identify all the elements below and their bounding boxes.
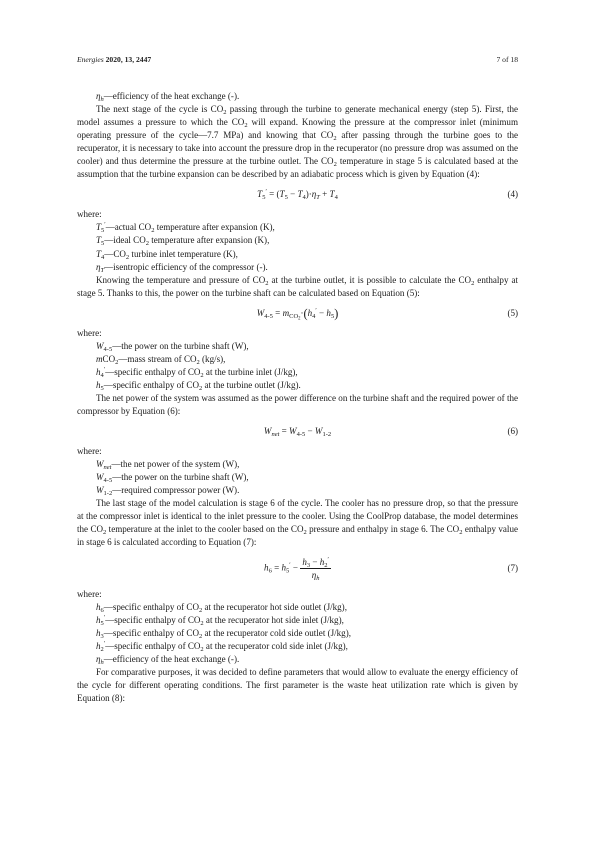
- running-header: [77, 55, 151, 64]
- where-label-4: where:: [77, 209, 102, 220]
- def-t5: $T_5—ideal$ $CO_2$ temperature after expansion (K),: [96, 235, 270, 248]
- equation-4-number: (4): [507, 189, 518, 200]
- equation-6-formula: $W_{net} = W_{4-5} - W_{1-2}$: [263, 426, 332, 439]
- citation: 2020, 13, 2447: [105, 55, 152, 64]
- def-w45: $W_{4-5}—the$ power on the turbine shaft (W),: [96, 340, 249, 353]
- journal-name: Energies: [77, 55, 104, 64]
- def-t5-prime: $T_5'—actual$ $CO_2$ temperature after expansion (K),: [96, 221, 275, 235]
- equation-5: [77, 307, 518, 320]
- paragraph-enthalpy-stage5: Knowing the temperature and pressure of $CO_2$ at the turbine outlet, it is possible to calculate the $CO_2$ enthalpy at stage 5. Thanks to this, the power on the turbine shaft can be calculated based on Equation (5):: [77, 274, 518, 298]
- def-h3: $h_3—specific$ enthalpy of $CO_2$ at the recuperator cold side outlet (J/kg),: [96, 627, 351, 640]
- equation-6: [77, 425, 518, 438]
- def-h5-prime: $h_5'—specific$ enthalpy of $CO_2$ at the recuperator hot side inlet (J/kg),: [96, 613, 344, 627]
- def-h5: $h_5—specific$ enthalpy of $CO_2$ at the turbine outlet (J/kg).: [96, 379, 301, 392]
- equation-7-number: (7): [507, 562, 518, 573]
- where-label-7: where:: [77, 588, 102, 599]
- paragraph-net-power: The net power of the system was assumed as the power difference on the turbine shaft and the required power of the compressor by Equation (6):: [77, 392, 518, 417]
- page-number: 7 of 18: [496, 55, 518, 64]
- paragraph-cooler-stage: The last stage of the model calculation is stage 6 of the cycle. The cooler has no pressure drop, so that the pressure at the compressor inlet is identical to the inlet pressure to the cooler. Using the CoolProp database, the model determines the $CO_2$ temperature at the inlet to the cooler based on the $CO_2$ pressure and enthalpy in stage 6. The $CO_2$ enthalpy value in stage 6 is calculated according to Equation (7):: [77, 498, 518, 548]
- def-mco2: mCO$_2$—mass stream of $CO_2$ (kg/s),: [96, 353, 226, 366]
- def-eta-h-top: $\eta_h—efficiency$ of the heat exchange (-).: [96, 91, 240, 103]
- equation-4-formula: $T_5' = (T_5 - T_4)\cdot\eta_T + T_4$: [257, 188, 338, 202]
- def-w45-b: $W_{4-5}—the$ power on the turbine shaft (W),: [96, 472, 249, 485]
- where-label-6: where:: [77, 446, 102, 457]
- def-w12: $W_{1-2}—required$ compressor power (W).: [96, 485, 240, 498]
- def-eta-t: $\eta_T—isentropic$ efficiency of the compressor (-).: [96, 261, 268, 274]
- equation-7: [77, 556, 518, 582]
- def-h4-prime: $h_4'—specific$ enthalpy of $CO_2$ at the turbine inlet (J/kg),: [96, 365, 298, 379]
- equation-5-number: (5): [507, 307, 518, 318]
- equation-5-formula: $W_{4-5} = m_{CO_2}\cdot(h_4' - h_5)$: [256, 306, 339, 322]
- def-wnet: $W_{net}—the$ net power of the system (W),: [96, 459, 240, 472]
- equation-6-number: (6): [507, 426, 518, 437]
- page-body: [77, 90, 518, 705]
- def-eta-h: $\eta_h—efficiency$ of the heat exchange (-).: [96, 653, 240, 666]
- def-t4: $T_4—CO_2$ turbine inlet temperature (K),: [96, 248, 238, 261]
- equation-4: [77, 188, 518, 201]
- where-label-5: where:: [77, 327, 102, 338]
- paragraph-turbine-stage: The next stage of the cycle is $CO_2$ passing through the turbine to generate mechanical energy (step 5). First, the model assumes a pressure to which the $CO_2$ will expand. Knowing the pressure at the compressor inlet (minimum operating pressure of the cycle—7.7 MPa) and knowing that $CO_2$ after passing through the turbine goes to the recuperator, it is necessary to take into account the pressure drop in the recuperator (no pressure drop was assumed on the cooler) and thus determine the pressure at the turbine outlet. The $CO_2$ temperature in stage 5 is calculated based at the assumption that the turbine expansion can be described by an adiabatic process which is given by Equation (4):: [77, 104, 518, 180]
- def-h6: $h_6—specific$ enthalpy of $CO_2$ at the recuperator hot side outlet (J/kg),: [96, 601, 347, 614]
- paragraph-comparative: For comparative purposes, it was decided to define parameters that would allow to evaluate the energy efficiency of the cycle for different operating conditions. The first parameter is the waste heat utilization rate which is given by Equation (8):: [77, 666, 518, 703]
- def-h2-prime: $h_2'—specific$ enthalpy of $CO_2$ at the recuperator cold side inlet (J/kg),: [96, 639, 348, 653]
- equation-7-formula: $h_6 = h_5'$ − $\frac{h_3 - h_2'}{\eta_h}$: [264, 555, 329, 582]
